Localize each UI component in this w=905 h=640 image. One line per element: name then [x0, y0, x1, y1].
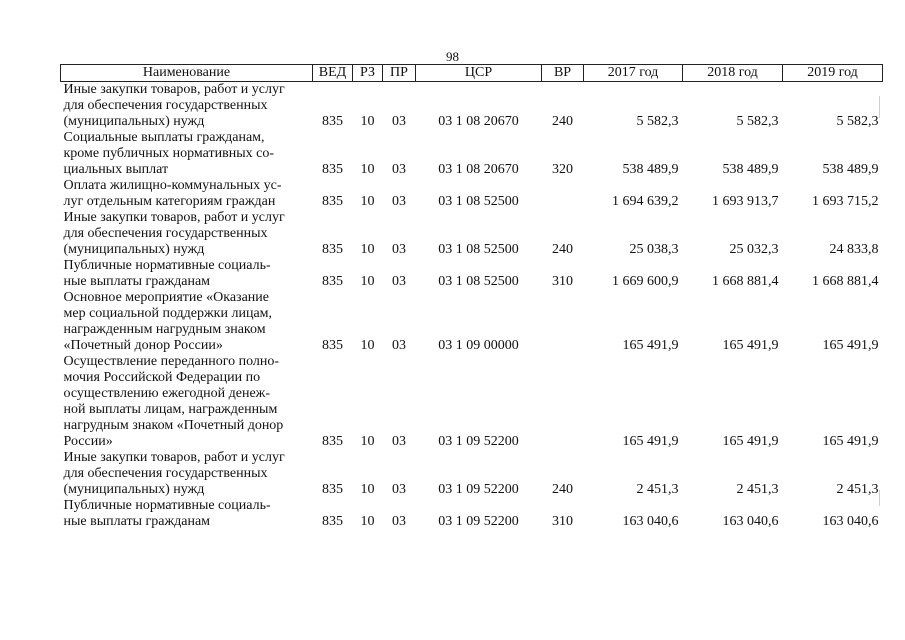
row-rz: 10 [360, 482, 375, 497]
row-name: Иные закупки товаров, работ и услуг для обеспечения государственных (муниципальных) нужд [63, 82, 285, 129]
row-rz: 10 [360, 434, 375, 449]
row-name: Иные закупки товаров, работ и услуг для обеспечения государственных (муниципальных) нужд [63, 450, 285, 497]
row-2019: 1 668 881,4 [812, 274, 879, 289]
row-2018: 1 693 913,7 [712, 194, 779, 209]
table-row [61, 210, 883, 258]
row-csr: 03 1 08 20670 [438, 162, 519, 177]
row-ved: 835 [322, 194, 343, 209]
page-number: 98 [446, 49, 459, 64]
row-ved: 835 [322, 514, 343, 529]
header-row [61, 65, 883, 82]
row-name: Основное мероприятие «Оказание мер социальной поддержки лицам, награжденным нагрудным знаком «Почетный донор России» [63, 290, 273, 353]
table-row [61, 498, 883, 530]
row-name: Иные закупки товаров, работ и услуг для обеспечения государственных (муниципальных) нужд [63, 210, 285, 257]
table-header [61, 65, 883, 82]
row-2019: 163 040,6 [822, 514, 879, 529]
row-2018: 538 489,9 [722, 162, 779, 177]
table-row [61, 82, 883, 131]
row-vr: 240 [552, 482, 573, 497]
row-2017: 25 038,3 [629, 242, 679, 257]
row-2019: 1 693 715,2 [812, 194, 879, 209]
row-csr: 03 1 09 52200 [438, 482, 519, 497]
row-csr: 03 1 08 52500 [438, 274, 519, 289]
row-csr: 03 1 09 00000 [438, 338, 519, 353]
table-row [61, 258, 883, 290]
row-ved: 835 [322, 274, 343, 289]
row-2017: 538 489,9 [622, 162, 679, 177]
budget-table [60, 64, 883, 530]
row-ved: 835 [322, 338, 343, 353]
row-pr: 03 [392, 242, 406, 257]
row-csr: 03 1 09 52200 [438, 434, 519, 449]
row-vr: 320 [552, 162, 573, 177]
header-rz: РЗ [353, 65, 383, 82]
row-pr: 03 [392, 194, 406, 209]
row-2019: 165 491,9 [822, 434, 879, 449]
row-pr: 03 [392, 274, 406, 289]
row-vr: 310 [552, 274, 573, 289]
row-2018: 25 032,3 [729, 242, 779, 257]
table-body [61, 82, 883, 531]
row-csr: 03 1 08 52500 [438, 242, 519, 257]
row-ved: 835 [322, 434, 343, 449]
row-2017: 165 491,9 [622, 338, 679, 353]
row-ved: 835 [322, 242, 343, 257]
row-2017: 163 040,6 [622, 514, 679, 529]
row-2018: 165 491,9 [722, 338, 779, 353]
row-ved: 835 [322, 114, 343, 129]
row-2019: 5 582,3 [836, 114, 879, 129]
row-rz: 10 [360, 242, 375, 257]
table-row [61, 290, 883, 354]
row-2017: 1 694 639,2 [612, 194, 679, 209]
row-vr: 310 [552, 514, 573, 529]
row-rz: 10 [360, 162, 375, 177]
row-ved: 835 [322, 482, 343, 497]
header-csr: ЦСР [416, 65, 542, 82]
row-2018: 1 668 881,4 [712, 274, 779, 289]
row-pr: 03 [392, 338, 406, 353]
row-2017: 165 491,9 [622, 434, 679, 449]
row-csr: 03 1 08 20670 [438, 114, 519, 129]
row-name: Публичные нормативные социаль- ные выплаты гражданам [63, 498, 271, 529]
table-row [61, 450, 883, 498]
header-2018: 2018 год [683, 65, 783, 82]
header-pr: ПР [383, 65, 416, 82]
row-rz: 10 [360, 514, 375, 529]
row-2019: 2 451,3 [836, 482, 879, 497]
row-csr: 03 1 08 52500 [438, 194, 519, 209]
row-name: Оплата жилищно-коммунальных ус- луг отдельным категориям граждан [63, 178, 282, 209]
row-name: Социальные выплаты гражданам, кроме публичных нормативных со- циальных выплат [63, 130, 274, 177]
table-row [61, 178, 883, 210]
row-name: Публичные нормативные социаль- ные выплаты гражданам [63, 258, 271, 289]
row-vr [542, 178, 584, 210]
row-2018: 163 040,6 [722, 514, 779, 529]
header-2019: 2019 год [783, 65, 883, 82]
row-vr: 240 [552, 242, 573, 257]
row-2019: 165 491,9 [822, 338, 879, 353]
row-rz: 10 [360, 194, 375, 209]
row-pr: 03 [392, 114, 406, 129]
header-2017: 2017 год [584, 65, 683, 82]
header-ved: ВЕД [313, 65, 353, 82]
row-2019: 538 489,9 [822, 162, 879, 177]
row-rz: 10 [360, 274, 375, 289]
row-pr: 03 [392, 514, 406, 529]
row-pr: 03 [392, 162, 406, 177]
row-csr: 03 1 09 52200 [438, 514, 519, 529]
row-pr: 03 [392, 434, 406, 449]
row-ved: 835 [322, 162, 343, 177]
header-vr: ВР [542, 65, 584, 82]
header-name: Наименование [61, 65, 313, 82]
row-pr: 03 [392, 482, 406, 497]
row-2018: 165 491,9 [722, 434, 779, 449]
scan-edge-mark [879, 96, 880, 118]
scan-edge-mark [879, 490, 880, 506]
row-rz: 10 [360, 338, 375, 353]
row-rz: 10 [360, 114, 375, 129]
row-2017: 5 582,3 [636, 114, 679, 129]
row-2017: 1 669 600,9 [612, 274, 679, 289]
row-2018: 2 451,3 [736, 482, 779, 497]
table-row [61, 354, 883, 450]
row-2017: 2 451,3 [636, 482, 679, 497]
table-row [61, 130, 883, 178]
row-vr: 240 [552, 114, 573, 129]
row-2019: 24 833,8 [829, 242, 879, 257]
row-2018: 5 582,3 [736, 114, 779, 129]
row-name: Осуществление переданного полно- мочия Российской Федерации по осуществлению ежегодной денеж- ной выплаты лицам, награжденным нагрудным знаком «Почетный донор России» [63, 354, 284, 449]
row-vr [542, 290, 584, 354]
row-vr [542, 354, 584, 450]
